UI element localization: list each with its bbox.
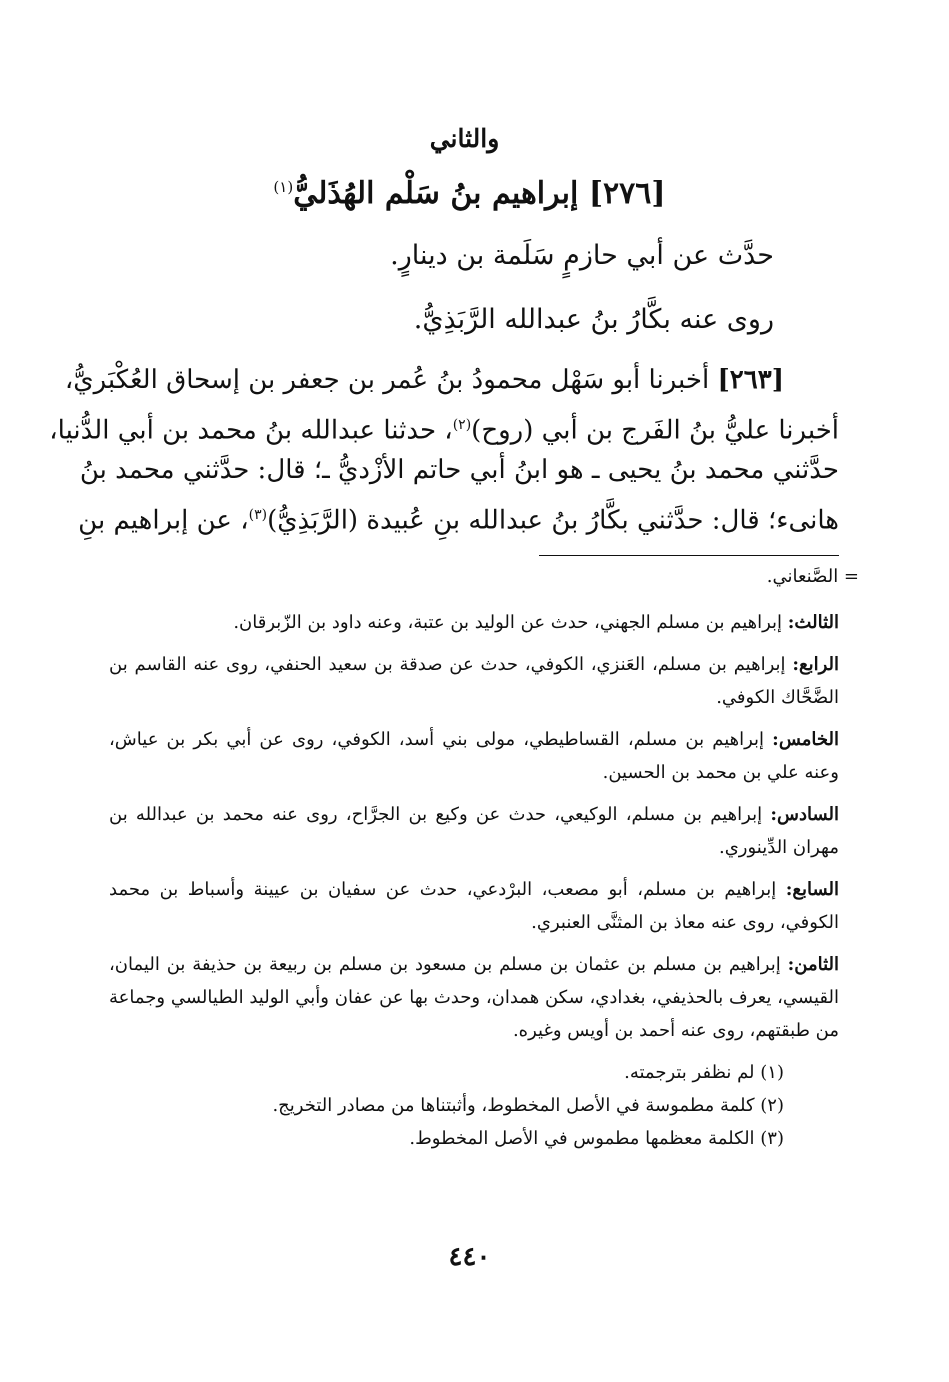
entry-number: [٢٧٦] (588, 176, 666, 211)
isnad-line (78, 493, 839, 538)
footnote-entry-head: السادس: (770, 804, 839, 825)
bio-student-line: روى عنه بكَّارُ بنُ عبدالله الرَّبَذِيُّ. (413, 304, 774, 335)
footnote-entry-head: الخامس: (772, 729, 839, 750)
footnote-entry-head: السابع: (785, 879, 839, 900)
footnote-mark: (٣) (248, 507, 268, 523)
footnote-entry (109, 948, 839, 1047)
footnote-3: (٣) الكلمة معظمها مطموس في الأصل المخطوط. (409, 1128, 784, 1149)
footnote-entry-head: الرابع: (792, 654, 839, 675)
footnotes-block (109, 606, 839, 1155)
isnad-line: حدَّثني محمد بنُ يحيى ـ هو ابنُ أبي حاتم الأزْديُّ ـ؛ قال: حدَّثني محمد بنُ (79, 455, 839, 485)
isnad-line-text: ، عن إبراهيم بنِ (78, 505, 249, 536)
footnote-entry-text: إبراهيم بن مسلم بن عثمان بن مسلم بن مسعود بن مسلم بن ربيعة بن حذيفة بن اليمان، القيسي، يعرف بالحذيفي، بغدادي، سكن همدان، وحدث بها عن عفان وأبي الوليد الطيالسي وجماعة من طبقتهم، روى عنه أحمد بن أويس وغيره. (109, 954, 839, 1041)
footnote-1: (١) لم نظفر بترجمته. (624, 1062, 784, 1083)
footnote-entry (109, 606, 839, 639)
footnote-entry-text: إبراهيم بن مسلم، القساطيطي، مولى بني أسد، الكوفي، روى عن أبي بكر بن عياش، وعنه علي بن محمد بن الحسين. (109, 729, 839, 783)
footnote-entry (109, 723, 839, 789)
entry-title (0, 176, 949, 211)
isnad-line-text: أخبرنا أبو سَهْل محمودُ بنُ عُمر بن جعفر بن إسحاق العُكْبَريُّ، (64, 365, 710, 395)
isnad-line (64, 358, 839, 403)
footnote-entry-head: الثالث: (787, 612, 839, 633)
entry-name: إبراهيم بنُ سَلْم الهُذَليُّ (293, 176, 579, 211)
footnote-separator (539, 555, 839, 556)
bio-teacher-line: حدَّث عن أبي حازمٍ سَلَمة بن دينارٍ. (390, 240, 774, 271)
isnad-line-text: هانىء؛ قال: حدَّثني بكَّارُ بنُ عبدالله بنِ عُبيدة (الرَّبَذِيُّ) (267, 505, 839, 536)
footnote-entry-text: إبراهيم بن مسلم، الوكيعي، حدث عن وكيع بن الجرَّاح، روى عنه محمد بن عبدالله بن مهران الدِّينوري. (109, 804, 839, 858)
footnote-continuation: = الصَّنعاني. (766, 566, 859, 587)
footnote-entry (109, 873, 839, 939)
footnote-entry-text: إبراهيم بن مسلم، أبو مصعب، البرْدعي، حدث عن سفيان بن عيينة وأسباط بن محمد الكوفي، روى عنه معاذ بن المثنَّى العنبري. (109, 879, 839, 933)
section-subheading: والثاني (429, 124, 500, 153)
footnote-entry-head: الثامن: (787, 954, 839, 975)
isnad-number: [٢٦٣] (717, 365, 784, 395)
isnad-paragraph (49, 358, 839, 538)
footnote-entry-text: إبراهيم بن مسلم، العَنزي، الكوفي، حدث عن صدقة بن سعيد الحنفي، روى عنه القاسم بن الضَّحَّاك الكوفي. (109, 654, 839, 708)
isnad-line (49, 403, 839, 448)
page-number: ٤٤٠ (448, 1242, 491, 1272)
footnote-entry (109, 648, 839, 714)
footnote-mark: (٢) (452, 417, 472, 433)
footnote-mark: (١) (273, 178, 294, 196)
isnad-line-text: أخبرنا عليُّ بنُ الفَرج بن أبي (روح) (471, 415, 839, 446)
footnote-entry (109, 798, 839, 864)
isnad-line-text: ، حدثنا عبدالله بنُ محمد بن أبي الدُّنيا، (49, 415, 453, 446)
footnote-2: (٢) كلمة مطموسة في الأصل المخطوط، وأثبتناها من مصادر التخريج. (272, 1095, 784, 1116)
footnote-entry-text: إبراهيم بن مسلم الجهني، حدث عن الوليد بن عتبة، وعنه داود بن الزّبرقان. (233, 612, 788, 633)
